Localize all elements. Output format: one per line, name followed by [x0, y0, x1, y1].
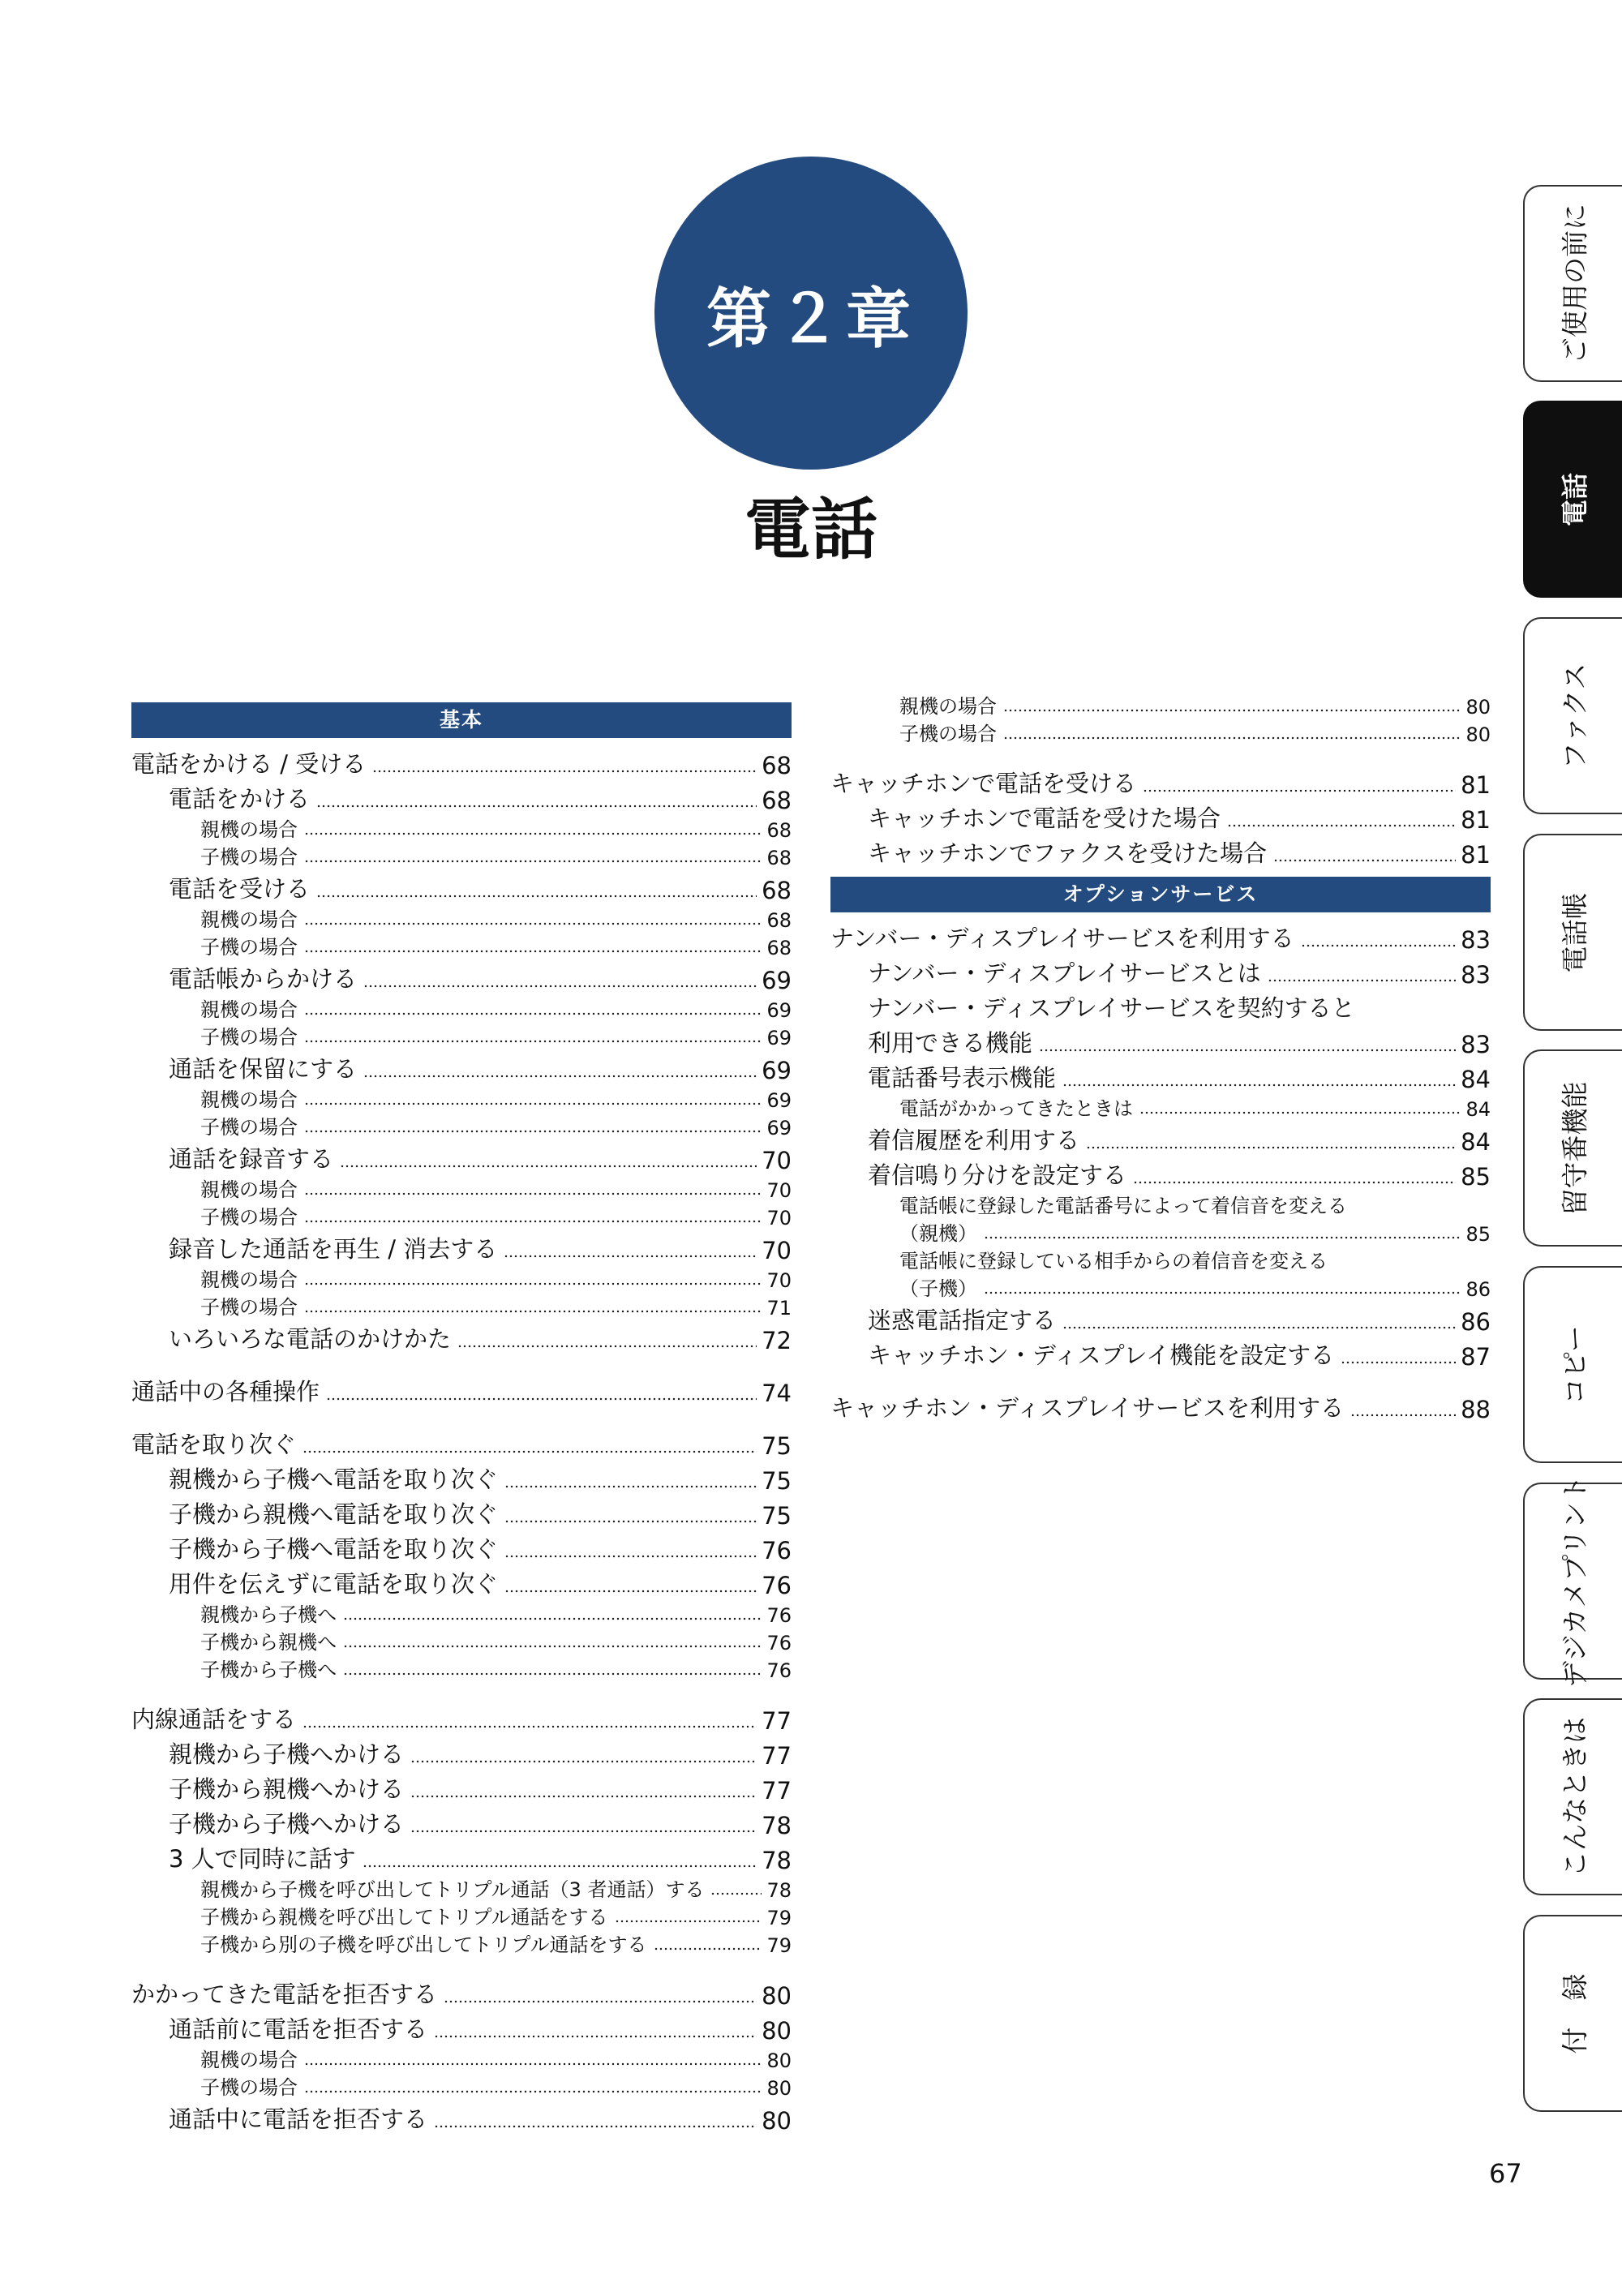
toc-entry-page: 76	[766, 1659, 792, 1682]
toc-entry-page: 72	[762, 1327, 792, 1354]
dot-leader	[410, 1829, 757, 1834]
toc-entry-page: 71	[766, 1297, 792, 1320]
toc-entry-text: キャッチホンで電話を受ける	[830, 770, 1137, 797]
section-header-options: オプションサービス	[830, 877, 1491, 912]
chapter-tab-label: コピー	[1559, 1324, 1591, 1405]
dot-leader	[303, 1724, 757, 1729]
dot-leader	[363, 984, 757, 989]
toc-entry[interactable]	[131, 1230, 792, 1264]
section-header-basic: 基本	[131, 702, 792, 738]
toc-entry-page: 79	[766, 1934, 792, 1957]
dot-leader	[304, 1219, 762, 1224]
toc-entry-page: 77	[762, 1777, 792, 1805]
toc-entry[interactable]	[131, 959, 792, 994]
toc-entry[interactable]	[131, 814, 792, 842]
toc-entry-text: 着信鳴り分けを設定する	[868, 1161, 1127, 1189]
toc-entry-page: 70	[762, 1237, 792, 1264]
dot-leader	[1039, 1048, 1456, 1053]
dot-leader	[304, 2089, 762, 2094]
dot-leader	[304, 1011, 762, 1016]
toc-entry-text: 通話中に電話を拒否する	[169, 2105, 428, 2133]
toc-entry-page: 76	[766, 1604, 792, 1627]
dot-leader	[434, 2034, 757, 2039]
toc-entry-text: 子機の場合	[200, 1116, 298, 1139]
toc-entry-text: 電話番号表示機能	[868, 1064, 1057, 1092]
toc-entry-page: 84	[1461, 1128, 1491, 1156]
dot-leader	[303, 1449, 757, 1454]
toc-entry-page: 76	[762, 1572, 792, 1599]
toc-entry[interactable]	[131, 1530, 792, 1564]
toc-entry-text: 電話を受ける	[169, 875, 311, 903]
toc-entry[interactable]	[131, 1264, 792, 1292]
chapter-tab-label: こんなときは	[1559, 1716, 1591, 1878]
toc-entry-text: ナンバー・ディスプレイサービスを契約すると	[868, 994, 1355, 1022]
toc-entry-text: 電話がかかってきたときは	[899, 1097, 1133, 1120]
chapter-tab[interactable]	[1523, 834, 1622, 1031]
toc-entry-page: 69	[766, 1027, 792, 1049]
dot-leader	[326, 1397, 757, 1401]
toc-entry-page: 83	[1461, 1031, 1491, 1058]
chapter-tab-label: 電話	[1559, 472, 1591, 526]
toc-entry-page: 75	[762, 1467, 792, 1495]
toc-entry-text: 子機の場合	[200, 2076, 298, 2099]
dot-leader	[504, 1254, 757, 1259]
dot-leader	[984, 1290, 1461, 1295]
toc-entry-page: 69	[766, 1089, 792, 1112]
chapter-tab[interactable]	[1523, 617, 1622, 814]
toc-entry-text: 通話を録音する	[169, 1145, 334, 1173]
toc-entry[interactable]	[131, 1320, 792, 1354]
toc-entry-text: 子機から親機へかける	[169, 1775, 405, 1803]
toc-entry[interactable]	[131, 1929, 792, 1957]
toc-entry[interactable]	[131, 904, 792, 932]
toc-entry[interactable]	[131, 1770, 792, 1805]
dot-leader	[1003, 708, 1461, 713]
dot-leader	[304, 1281, 762, 1286]
toc-entry-page: 83	[1461, 926, 1491, 954]
toc-entry[interactable]	[131, 2072, 792, 2100]
toc-entry[interactable]	[131, 1874, 792, 1902]
dot-leader	[304, 1191, 762, 1196]
toc-list-right-top	[830, 691, 1491, 869]
toc-entry-text: キャッチホン・ディスプレイ機能を設定する	[868, 1341, 1335, 1369]
dot-leader	[343, 1672, 762, 1676]
dot-leader	[304, 859, 762, 864]
toc-entry[interactable]	[131, 2045, 792, 2072]
dot-leader	[363, 1864, 757, 1869]
toc-entry-text: 子機から子機へ電話を取り次ぐ	[169, 1535, 499, 1563]
dot-leader	[1350, 1413, 1456, 1418]
toc-entry-text: ナンバー・ディスプレイサービスを利用する	[830, 925, 1294, 952]
toc-entry[interactable]	[830, 764, 1491, 799]
toc-entry-page: 80	[1465, 696, 1491, 719]
toc-entry-page: 68	[762, 787, 792, 814]
toc-entry[interactable]	[131, 1174, 792, 1202]
toc-entry[interactable]	[131, 2100, 792, 2135]
toc-entry-text: キャッチホンで電話を受けた場合	[868, 805, 1221, 832]
toc-entry-text: 電話をかける / 受ける	[131, 750, 367, 778]
page-number: 67	[1489, 2158, 1522, 2189]
toc-list-left	[131, 745, 792, 2135]
toc-entry[interactable]	[131, 1460, 792, 1495]
toc-entry[interactable]	[830, 1121, 1491, 1156]
toc-entry-page: 81	[1461, 806, 1491, 834]
toc-entry-text: 子機の場合	[200, 936, 298, 959]
toc-entry[interactable]	[131, 779, 792, 814]
toc-entry-text: （子機）	[899, 1277, 977, 1300]
dot-leader	[1341, 1360, 1456, 1365]
toc-entry-text: 親機の場合	[200, 908, 298, 931]
dot-leader	[434, 2124, 757, 2129]
dot-leader	[304, 1309, 762, 1314]
toc-entry-page: 68	[766, 937, 792, 959]
dot-leader	[304, 1039, 762, 1044]
toc-entry[interactable]	[830, 719, 1491, 746]
dot-leader	[1227, 823, 1456, 828]
toc-entry[interactable]	[830, 1273, 1491, 1301]
toc-entry-page: 70	[766, 1179, 792, 1202]
toc-entry-text: キャッチホンでファクスを受けた場合	[868, 839, 1268, 867]
toc-entry-page: 76	[766, 1632, 792, 1654]
toc-entry[interactable]	[131, 745, 792, 779]
toc-entry-page: 80	[766, 2077, 792, 2100]
toc-entry[interactable]	[131, 1564, 792, 1599]
toc-entry-text: 親機の場合	[200, 818, 298, 841]
toc-entry-text: 親機から子機を呼び出してトリプル通話（3 者通話）する	[200, 1878, 705, 1901]
dot-leader	[1062, 1083, 1456, 1088]
chapter-tab[interactable]	[1523, 1915, 1622, 2112]
toc-entry[interactable]	[830, 1388, 1491, 1423]
toc-entry-page: 74	[762, 1380, 792, 1407]
toc-entry-page: 69	[766, 999, 792, 1022]
dot-leader	[1139, 1110, 1461, 1115]
dot-leader	[304, 1129, 762, 1134]
toc-entry-text: 電話帳に登録した電話番号によって着信音を変える	[899, 1195, 1347, 1217]
dot-leader	[654, 1946, 762, 1951]
toc-entry-text: 迷惑電話指定する	[868, 1307, 1057, 1334]
toc-entry[interactable]	[830, 691, 1491, 719]
dot-leader	[1268, 978, 1457, 983]
toc-entry-page: 83	[1461, 961, 1491, 989]
toc-entry-text: 着信履歴を利用する	[868, 1127, 1080, 1154]
toc-entry[interactable]	[131, 1805, 792, 1839]
toc-entry-page: 78	[762, 1847, 792, 1874]
toc-entry[interactable]	[131, 1495, 792, 1530]
toc-entry[interactable]	[830, 954, 1491, 989]
toc-entry[interactable]	[131, 1654, 792, 1682]
toc-entry-page: 86	[1461, 1308, 1491, 1336]
toc-entry[interactable]	[131, 1022, 792, 1049]
chapter-tab-label: ファクス	[1559, 662, 1591, 770]
toc-entry-page: 81	[1461, 841, 1491, 869]
dot-leader	[504, 1589, 757, 1594]
dot-leader	[304, 2062, 762, 2066]
toc-entry-text: 子機の場合	[200, 1026, 298, 1049]
toc-entry-text: 電話帳に登録している相手からの着信音を変える	[899, 1250, 1328, 1272]
dot-leader	[343, 1644, 762, 1649]
dot-leader	[316, 804, 757, 809]
toc-entry-text: 録音した通話を再生 / 消去する	[169, 1235, 498, 1263]
toc-entry-text: 親機の場合	[200, 1268, 298, 1291]
toc-entry[interactable]	[131, 1975, 792, 2010]
chapter-tab[interactable]	[1523, 1266, 1622, 1463]
toc-entry-page: 68	[766, 847, 792, 869]
dot-leader	[1133, 1180, 1456, 1185]
toc-entry-page: 69	[762, 1057, 792, 1084]
toc-entry-text: 子機から親機へ	[200, 1631, 337, 1654]
dot-leader	[343, 1616, 762, 1621]
toc-entry-text: 通話中の各種操作	[131, 1378, 320, 1405]
toc-entry-text: 親機の場合	[899, 695, 997, 718]
toc-entry-text: 親機の場合	[200, 2049, 298, 2071]
toc-entry-page: 78	[766, 1879, 792, 1902]
toc-entry-page: 81	[1461, 771, 1491, 799]
dot-leader	[504, 1484, 757, 1489]
toc-entry-page: 80	[1465, 723, 1491, 746]
toc-entry[interactable]	[131, 869, 792, 904]
toc-entry-page: 84	[1461, 1066, 1491, 1093]
toc-entry-page: 85	[1465, 1223, 1491, 1246]
toc-entry[interactable]	[131, 1735, 792, 1770]
chapter-tab-label: ご使用の前に	[1559, 203, 1591, 364]
toc-entry[interactable]	[830, 1024, 1491, 1058]
toc-entry-page: 68	[766, 909, 792, 932]
dot-leader	[372, 769, 757, 774]
toc-entry[interactable]	[131, 2010, 792, 2045]
chapter-tab-label: 付 録	[1559, 1973, 1591, 2054]
toc-entry[interactable]	[131, 932, 792, 959]
toc-entry-text: 内線通話をする	[131, 1706, 297, 1733]
toc-entry-page: 79	[766, 1907, 792, 1929]
chapter-tab[interactable]	[1523, 1698, 1622, 1895]
toc-entry[interactable]	[131, 1112, 792, 1139]
toc-entry-text: 子機から子機へ	[200, 1659, 337, 1681]
toc-entry[interactable]	[131, 1700, 792, 1735]
toc-list-right-options	[830, 919, 1491, 1423]
chapter-tab[interactable]	[1523, 1474, 1622, 1688]
toc-entry-page: 80	[762, 1982, 792, 2010]
dot-leader	[504, 1554, 757, 1559]
toc-entry-text: 子機から親機を呼び出してトリプル通話をする	[200, 1906, 608, 1929]
dot-leader	[410, 1794, 757, 1799]
toc-left-column	[131, 702, 792, 2135]
chapter-label: 第２章	[706, 281, 916, 357]
toc-entry[interactable]	[131, 1292, 792, 1320]
toc-entry-page: 80	[762, 2017, 792, 2045]
toc-entry[interactable]	[131, 842, 792, 869]
chapter-title: 電話	[744, 491, 878, 569]
toc-entry-page: 80	[766, 2049, 792, 2072]
toc-entry[interactable]	[131, 1049, 792, 1084]
toc-entry-text: ナンバー・ディスプレイサービスとは	[868, 959, 1261, 987]
toc-entry-text: 子機の場合	[200, 1206, 298, 1229]
toc-entry-text: 電話をかける	[169, 785, 311, 813]
chapter-badge	[654, 157, 968, 470]
toc-entry[interactable]	[830, 799, 1491, 834]
toc-entry-text: 子機の場合	[200, 1296, 298, 1319]
toc-entry[interactable]	[830, 1156, 1491, 1191]
toc-entry[interactable]	[830, 1093, 1491, 1121]
toc-entry[interactable]	[830, 1301, 1491, 1336]
toc-entry-page: 86	[1465, 1278, 1491, 1301]
dot-leader	[444, 1999, 757, 2004]
toc-entry-text: 子機から親機へ電話を取り次ぐ	[169, 1500, 499, 1528]
dot-leader	[1086, 1145, 1456, 1150]
toc-entry-text: 利用できる機能	[868, 1029, 1033, 1057]
dot-leader	[710, 1891, 762, 1896]
toc-entry-text: 子機の場合	[899, 723, 997, 745]
toc-entry-text: 子機から子機へかける	[169, 1810, 405, 1838]
toc-entry-page: 87	[1461, 1343, 1491, 1371]
toc-entry[interactable]	[131, 1599, 792, 1627]
dot-leader	[1003, 736, 1461, 740]
dot-leader	[363, 1074, 757, 1079]
dot-leader	[304, 1101, 762, 1106]
toc-entry-text: 子機の場合	[200, 846, 298, 869]
toc-entry-text: 通話前に電話を拒否する	[169, 2015, 428, 2043]
toc-right-column	[830, 691, 1491, 1423]
toc-entry[interactable]	[131, 1425, 792, 1460]
toc-entry-text: 子機から別の子機を呼び出してトリプル通話をする	[200, 1933, 647, 1956]
toc-entry-page: 69	[766, 1117, 792, 1139]
toc-entry-text: 通話を保留にする	[169, 1055, 358, 1083]
chapter-tab[interactable]	[1523, 1049, 1622, 1247]
chapter-tab-label: 電話帳	[1559, 892, 1591, 972]
toc-entry[interactable]	[131, 1202, 792, 1230]
toc-entry-page: 78	[762, 1812, 792, 1839]
toc-entry-text: 電話帳からかける	[169, 965, 358, 993]
dot-leader	[457, 1344, 757, 1349]
toc-entry-page: 85	[1461, 1163, 1491, 1191]
toc-entry-text: かかってきた電話を拒否する	[131, 1981, 438, 2008]
toc-entry-page: 77	[762, 1742, 792, 1770]
toc-entry-page: 76	[762, 1537, 792, 1564]
toc-entry-text: 用件を伝えずに電話を取り次ぐ	[169, 1570, 499, 1598]
toc-entry[interactable]	[830, 1218, 1491, 1246]
toc-entry-text: 親機の場合	[200, 1088, 298, 1111]
toc-entry-page: 68	[766, 819, 792, 842]
toc-entry-text: 親機の場合	[200, 998, 298, 1021]
toc-entry-text: 親機から子機へ電話を取り次ぐ	[169, 1466, 499, 1493]
dot-leader	[304, 921, 762, 926]
toc-entry-page: 70	[766, 1269, 792, 1292]
dot-leader	[1301, 943, 1457, 948]
toc-entry[interactable]	[830, 1336, 1491, 1371]
toc-entry-text: （親機）	[899, 1222, 977, 1245]
toc-entry-text: 電話を取り次ぐ	[131, 1431, 297, 1458]
chapter-tab[interactable]	[1523, 185, 1622, 382]
toc-entry[interactable]	[830, 834, 1491, 869]
toc-entry-page: 68	[762, 752, 792, 779]
toc-entry-text: 3 人で同時に話す	[169, 1845, 356, 1873]
dot-leader	[316, 894, 757, 899]
toc-entry-page: 88	[1461, 1396, 1491, 1423]
toc-entry-text: キャッチホン・ディスプレイサービスを利用する	[830, 1394, 1345, 1422]
toc-entry-page: 84	[1465, 1098, 1491, 1121]
dot-leader	[984, 1235, 1461, 1240]
toc-entry-page: 75	[762, 1502, 792, 1530]
dot-leader	[504, 1519, 757, 1524]
toc-entry-page: 70	[766, 1207, 792, 1230]
toc-entry-page: 70	[762, 1147, 792, 1174]
toc-entry[interactable]	[131, 1084, 792, 1112]
toc-entry-page: 68	[762, 877, 792, 904]
dot-leader	[340, 1164, 757, 1169]
dot-leader	[615, 1919, 762, 1924]
toc-entry-page: 77	[762, 1707, 792, 1735]
toc-entry[interactable]	[131, 1372, 792, 1407]
toc-entry-text: 親機から子機へかける	[169, 1740, 405, 1768]
dot-leader	[1062, 1325, 1456, 1330]
dot-leader	[304, 949, 762, 954]
chapter-tab-label: 留守番機能	[1559, 1081, 1591, 1215]
toc-entry-page: 80	[762, 2107, 792, 2135]
toc-entry-page: 75	[762, 1432, 792, 1460]
toc-entry[interactable]	[131, 1139, 792, 1174]
dot-leader	[304, 831, 762, 836]
toc-entry-text: 親機から子機へ	[200, 1603, 337, 1626]
toc-entry-text: 親機の場合	[200, 1178, 298, 1201]
dot-leader	[410, 1759, 757, 1764]
toc-entry[interactable]	[830, 1058, 1491, 1093]
toc-entry[interactable]	[131, 994, 792, 1022]
toc-entry[interactable]	[131, 1902, 792, 1929]
toc-entry[interactable]	[131, 1839, 792, 1874]
toc-entry-page: 69	[762, 967, 792, 994]
toc-entry[interactable]	[131, 1627, 792, 1654]
chapter-tab[interactable]	[1523, 401, 1622, 598]
chapter-tab-label: デジカメプリント	[1559, 1474, 1591, 1688]
dot-leader	[1143, 788, 1456, 793]
toc-entry-text: いろいろな電話のかけかた	[169, 1325, 452, 1353]
dot-leader	[1273, 858, 1456, 863]
toc-entry[interactable]	[830, 919, 1491, 954]
